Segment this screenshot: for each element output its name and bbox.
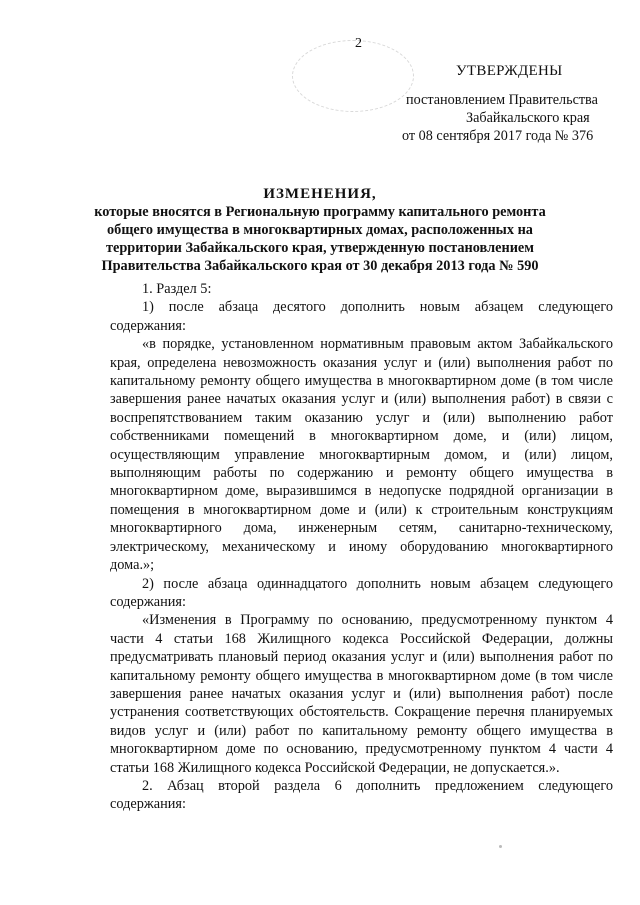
document-body xyxy=(110,280,613,814)
official-seal xyxy=(292,40,414,112)
paragraph-4: 2) после абзаца одиннадцатого дополнить новым абзацем следующего содержания: xyxy=(110,575,613,610)
paragraph-1: 1. Раздел 5: xyxy=(142,281,212,297)
approval-line-3: от 08 сентября 2017 года № 376 xyxy=(402,128,594,144)
approval-title: УТВЕРЖДЕНЫ xyxy=(456,63,563,79)
scan-speck xyxy=(499,845,502,848)
approval-line-1: постановлением Правительства xyxy=(406,92,598,108)
paragraph-6: 2. Абзац второй раздела 6 дополнить предложением следующего содержания: xyxy=(110,777,613,813)
title-heading: ИЗМЕНЕНИЯ, xyxy=(263,186,377,202)
paragraph-5: «Изменения в Программу по основанию, предусмотренному пунктом 4 части 4 статьи 168 Жилищного кодекса Российской Федерации, должны предусматривать плановый период оказания услуг и (или) выполнения работ по капитальному ремонту общего имущества в многоквартирном доме (в том числе завершения ранее начатых оказания услуг и (или) выполнения работ) после устранения соответствующих обстоятельств. Сокращение перечня планируемых видов услуг и (или) работ по капитальному ремонту общего имущества в многоквартирном доме по основанию, предусмотренному пунктом 4 части 4 статьи 168 Жилищного кодекса Российской Федерации, не допускается.». xyxy=(110,612,613,776)
title-subtitle: которые вносятся в Региональную программу капитального ремонта общего имущества в многоквартирных домах, расположенных на территории Забайкальского края, утвержденную постановлением Правительства Забайкальского края от 30 декабря 2013 года № 590 xyxy=(94,204,546,274)
page-number: 2 xyxy=(355,36,362,51)
document-title xyxy=(80,185,560,275)
paragraph-2: 1) после абзаца десятого дополнить новым абзацем следующего содержания: xyxy=(110,299,613,334)
paragraph-3: «в порядке, установленном нормативным правовым актом Забайкальского края, определена невозможность оказания услуг и (или) выполнения работ по капитальному ремонту общего имущества в многоквартирном доме (в том числе завершения ранее начатых оказания услуг и (или) выполнения работ) в связи с воспрепятствованием таким оказанию услуг и (или) выполнению работ собственниками помещений в многоквартирном доме, и (или) лицом, осуществляющим управление многоквартирным домом, и (или) лицом, выполняющим работы по содержанию и ремонту общего имущества в многоквартирном доме, выразившимся в недопуске подрядной организации в помещения в многоквартирном доме и (или) к строительным конструкциям многоквартирного дома, инженерным сетям, санитарно-техническому, электрическому, механическому и иному оборудованию многоквартирного дома.»; xyxy=(110,336,613,574)
approval-line-2: Забайкальского края xyxy=(466,110,590,126)
